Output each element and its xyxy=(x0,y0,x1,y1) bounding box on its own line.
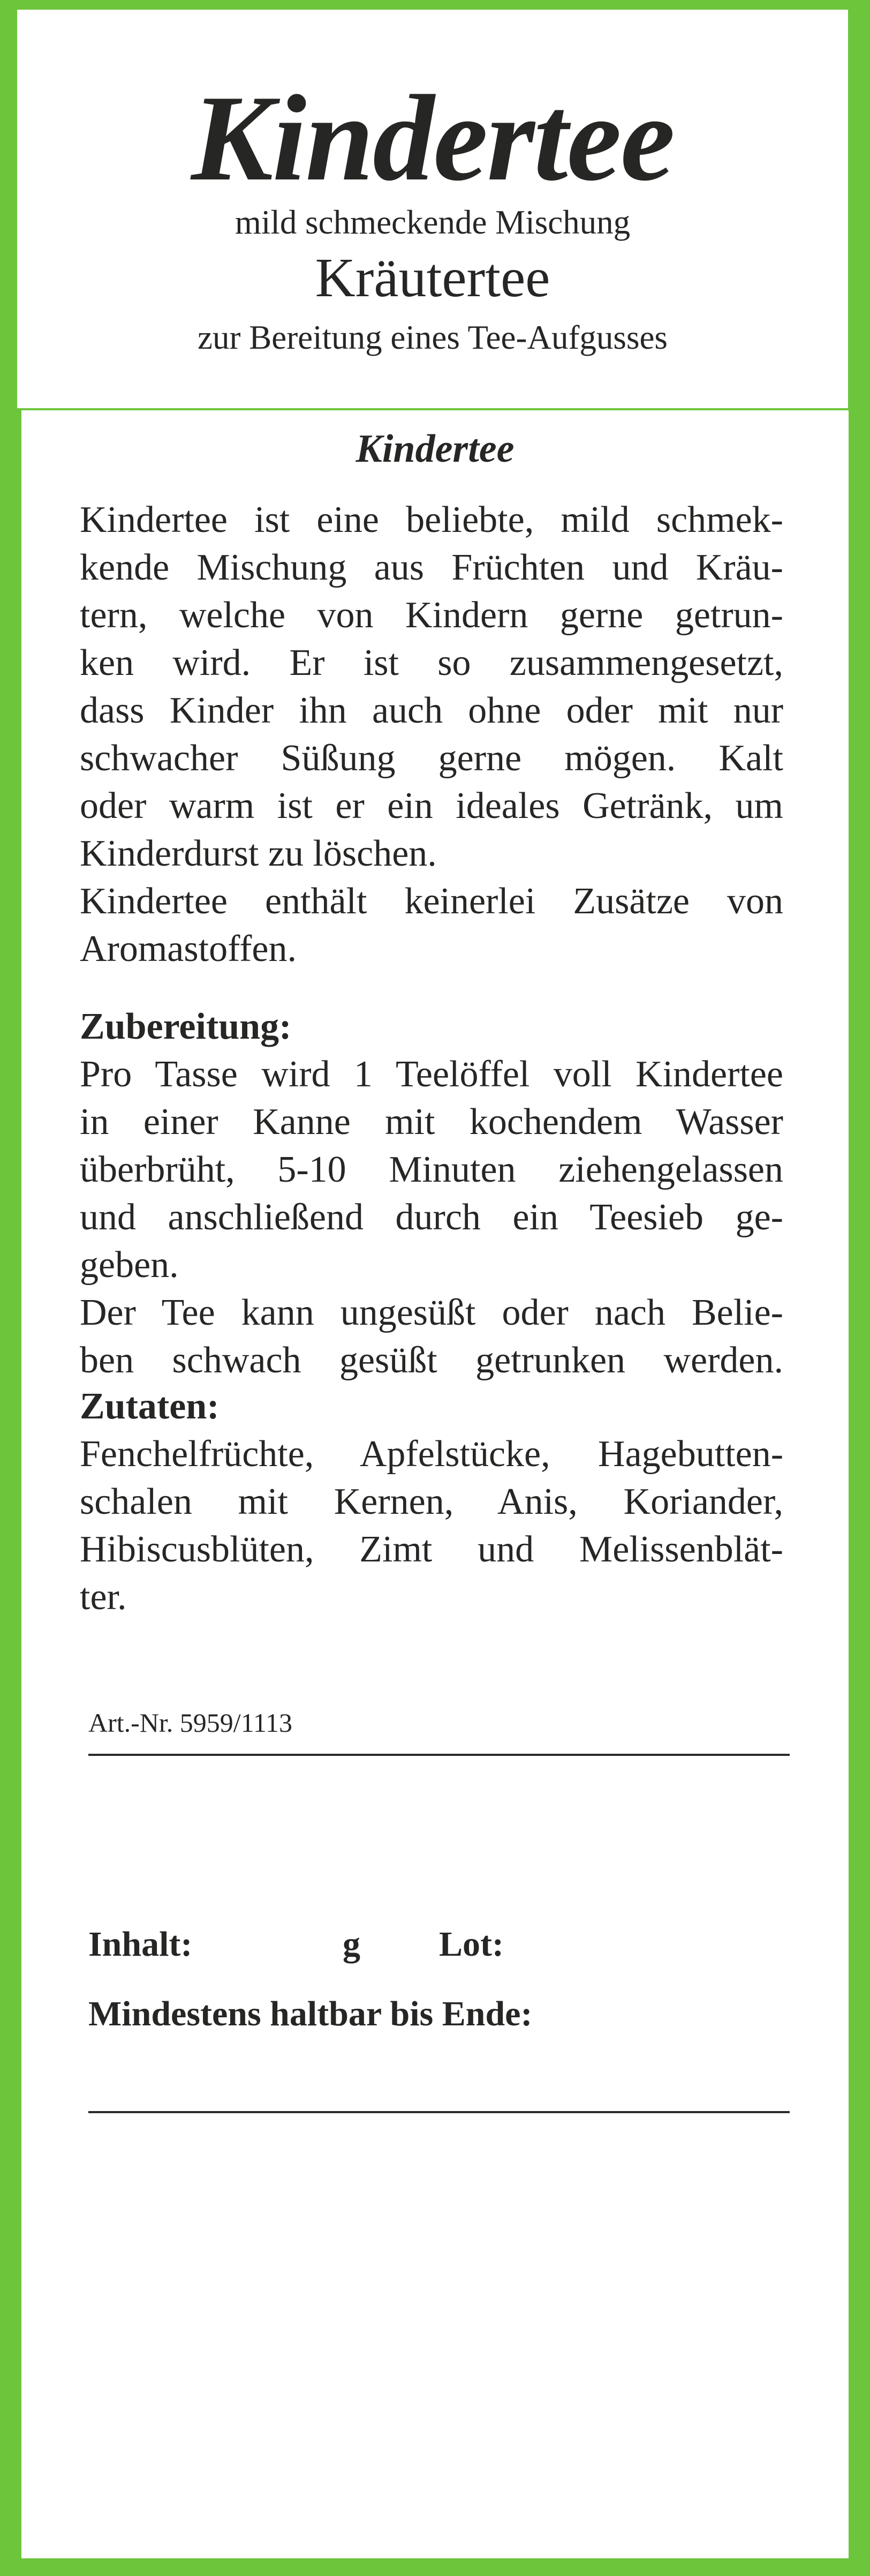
preparation-line: geben. xyxy=(80,1244,179,1286)
divider-line xyxy=(88,1754,790,1756)
preparation-line: in einer Kanne mit kochendem Wasser xyxy=(80,1101,783,1143)
description-line: schwacher Süßung gerne mögen. Kalt xyxy=(80,738,783,779)
description-line: dass Kinder ihn auch ohne oder mit nur xyxy=(80,690,783,731)
preparation-line: Pro Tasse wird 1 Teelöffel voll Kindertee xyxy=(80,1054,783,1095)
brand-title: Kindertee xyxy=(191,70,674,206)
preparation-line: überbrüht, 5-10 Minuten ziehengelassen xyxy=(80,1149,783,1190)
description-line: Kinderdurst zu löschen. xyxy=(80,833,437,874)
description-line: oder warm ist er ein ideales Getränk, um xyxy=(80,785,783,827)
label-header-panel xyxy=(17,10,848,408)
description-line: ken wird. Er ist so zusammengesetzt, xyxy=(80,642,783,684)
best-before-line xyxy=(88,2111,790,2113)
ingredients-section xyxy=(80,1383,783,1621)
preparation-line: und anschließend durch ein Teesieb ge- xyxy=(80,1197,783,1238)
best-before-label: Mindestens haltbar bis Ende: xyxy=(88,1994,533,2033)
preparation-note: zur Bereitung eines Tee-Aufgusses xyxy=(198,319,668,356)
lot-label: Lot: xyxy=(439,1925,504,1964)
preparation-heading: Zubereitung: xyxy=(80,1006,292,1047)
article-number: Art.-Nr. 5959/1113 xyxy=(88,1708,292,1738)
description-line: tern, welche von Kindern gerne getrun- xyxy=(80,595,783,636)
preparation-line: Der Tee kann ungesüßt oder nach Belie- xyxy=(80,1292,783,1333)
ingredients-line: schalen mit Kernen, Anis, Koriander, xyxy=(80,1481,783,1522)
tagline: mild schmeckende Mischung xyxy=(234,204,631,241)
ingredients-line: Hibiscusblüten, Zimt und Melissenblät- xyxy=(80,1529,783,1570)
preparation-section xyxy=(80,1003,783,1384)
description-section xyxy=(80,496,783,973)
ingredients-line: ter. xyxy=(80,1576,127,1618)
label-body-panel xyxy=(21,410,849,2558)
description-line: Kindertee enthält keinerlei Zusätze von xyxy=(80,881,783,922)
ingredients-heading: Zutaten: xyxy=(80,1386,220,1427)
ingredients-line: Fenchelfrüchte, Apfelstücke, Hagebutten- xyxy=(80,1433,783,1475)
content-unit: g xyxy=(343,1925,360,1964)
content-label: Inhalt: xyxy=(88,1925,193,1964)
description-line: Kindertee ist eine beliebte, mild schmek- xyxy=(80,499,783,540)
description-line: kende Mischung aus Früchten und Kräu- xyxy=(80,547,783,588)
body-title: Kindertee xyxy=(355,427,515,471)
product-kind: Kräutertee xyxy=(315,247,550,309)
description-line: Aromastoffen. xyxy=(80,928,297,970)
preparation-line: ben schwach gesüßt getrunken werden. xyxy=(80,1340,783,1381)
